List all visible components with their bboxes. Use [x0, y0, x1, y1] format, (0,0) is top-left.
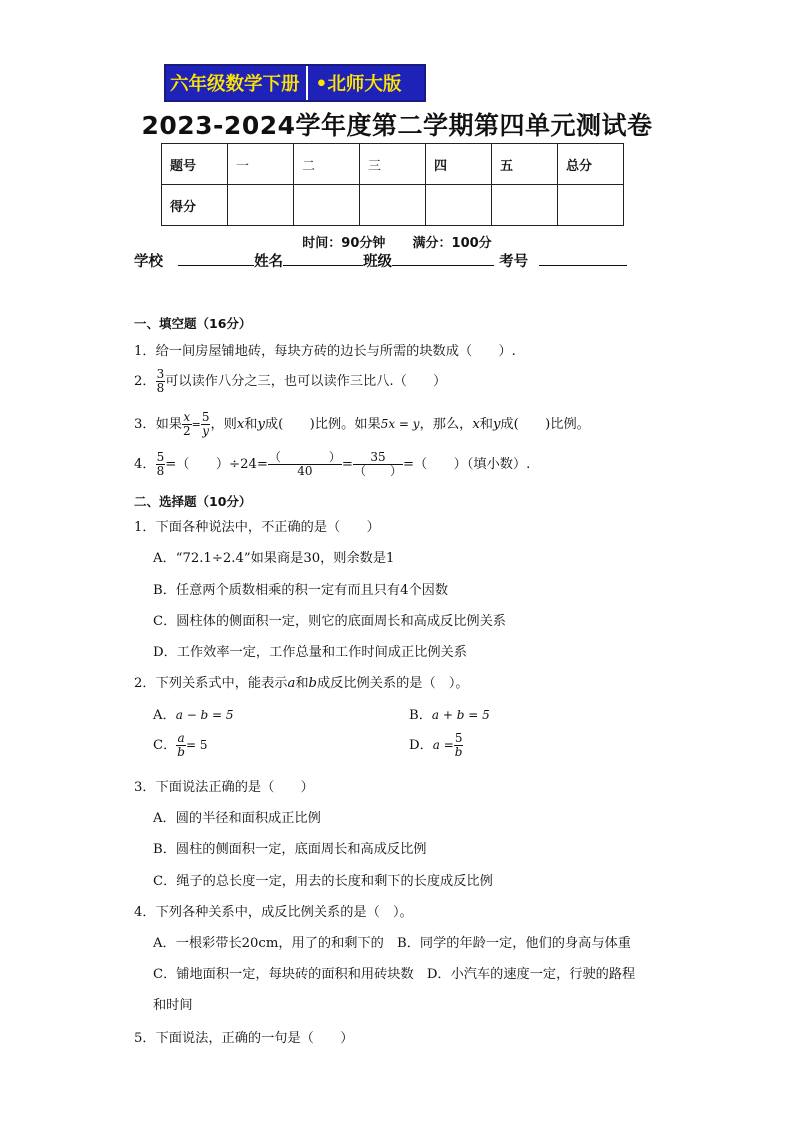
score-cell: 四 — [426, 144, 492, 185]
variable: a — [287, 676, 296, 691]
variable: x — [472, 417, 480, 432]
score-cell: 一 — [228, 144, 294, 185]
expression: a = — [432, 738, 454, 752]
fraction-denominator: 2 — [182, 424, 191, 438]
name-field[interactable] — [283, 251, 363, 266]
score-input-cell[interactable] — [294, 185, 360, 226]
fraction — [454, 732, 464, 759]
expression: 5x = y — [380, 417, 420, 431]
score-cell: 三 — [360, 144, 426, 185]
fraction — [182, 411, 192, 438]
score-row-label: 得分 — [162, 185, 228, 226]
question-text: 5．下面说法，正确的一句是（ ） — [134, 1031, 354, 1046]
fraction-denominator: 8 — [156, 381, 165, 395]
fraction-denominator: b — [454, 745, 463, 759]
score-cell: 题号 — [162, 144, 228, 185]
option-text: 和时间 — [153, 998, 193, 1013]
edition-badge — [164, 64, 426, 102]
question-text: 4．下列各种关系中，成反比例关系的是（ ）。 — [134, 905, 413, 920]
fraction-numerator: 5 — [156, 450, 165, 464]
question-body: 成反比例关系的是（ ）。 — [316, 676, 469, 691]
fraction-numerator: （ ） — [268, 450, 341, 464]
question-text — [134, 368, 446, 395]
name-label: 姓名 — [254, 254, 284, 270]
question-text: 3．下面说法正确的是（ ） — [134, 780, 314, 795]
class-label: 班级 — [363, 254, 393, 270]
fraction — [156, 368, 166, 395]
score-input-cell[interactable] — [558, 185, 624, 226]
question-text — [134, 672, 469, 691]
fraction-denominator: y — [202, 424, 210, 438]
question-number: 2． — [134, 374, 156, 389]
fraction-numerator: 35 — [353, 451, 403, 465]
option-text: C．圆柱体的侧面积一定，则它的底面周长和高成反比例关系 — [153, 614, 506, 629]
number-field[interactable] — [539, 251, 627, 266]
variable: b — [308, 676, 317, 691]
option-text: B．任意两个质数相乘的积一定有而且只有4个因数 — [153, 583, 449, 598]
option-text — [409, 732, 463, 759]
class-field[interactable] — [392, 251, 494, 266]
option-label: C． — [153, 738, 177, 753]
question-text: 1．给一间房屋铺地砖，每块方砖的边长与所需的块数成（ ）. — [134, 344, 516, 359]
score-table-score-row — [162, 185, 624, 226]
section-heading: 一、填空题（16分） — [134, 316, 252, 331]
exam-time-line — [0, 232, 794, 251]
question-body: ，则 — [210, 417, 237, 432]
score-cell: 五 — [492, 144, 558, 185]
question-body: 3．如果 — [134, 417, 182, 432]
publisher-label: •北师大版 — [315, 74, 402, 95]
option-label: A． — [153, 708, 176, 723]
time-limit: 时间：90分钟 — [302, 236, 386, 251]
variable: x — [236, 417, 245, 432]
fraction — [353, 451, 403, 478]
question-text — [134, 411, 590, 438]
question-text: 1．下面各种说法中，不正确的是（ ） — [134, 520, 380, 535]
fraction-numerator: 5 — [201, 410, 210, 424]
score-input-cell[interactable] — [492, 185, 558, 226]
question-number: 4． — [134, 457, 156, 472]
fraction — [176, 732, 186, 759]
option-text — [409, 704, 490, 723]
fraction-denominator: 40 — [297, 464, 313, 478]
expression: = 5 — [185, 738, 208, 752]
question-body: 成( )比例。如果 — [264, 417, 381, 432]
variable: y — [257, 417, 265, 432]
badge-divider — [306, 66, 308, 100]
variable: y — [492, 417, 501, 432]
expression: a − b = 5 — [175, 708, 234, 722]
number-label: 考号 — [499, 254, 529, 270]
option-label: B． — [409, 708, 432, 723]
option-text: A．一根彩带长20cm，用了的和剩下的 B．同学的年龄一定，他们的身高与体重 — [153, 936, 631, 951]
option-text: C．绳子的总长度一定，用去的长度和剩下的长度成反比例 — [153, 874, 493, 889]
fraction — [268, 451, 342, 478]
fraction-numerator: x — [183, 410, 191, 424]
question-body: 和 — [295, 676, 309, 691]
option-text — [153, 704, 234, 723]
question-body: 和 — [479, 417, 493, 432]
option-text: D．工作效率一定，工作总量和工作时间成正比例关系 — [153, 645, 467, 660]
fraction-denominator: （ ） — [353, 464, 402, 478]
school-field[interactable] — [178, 251, 254, 266]
equals-sign: = — [341, 457, 353, 472]
option-text: A．圆的半径和面积成正比例 — [153, 811, 321, 826]
score-table-header-row — [162, 144, 624, 185]
fraction-denominator: b — [177, 745, 185, 759]
question-body: ，那么， — [419, 417, 473, 432]
option-text: A．“72.1÷2.4”如果商是30，则余数是1 — [153, 551, 395, 566]
question-body: 和 — [244, 417, 258, 432]
question-body: 可以读作八分之三，也可以读作三比八.（ ） — [165, 374, 447, 389]
full-score: 满分：100分 — [412, 236, 492, 251]
question-body: =（ ）÷24= — [165, 457, 268, 472]
question-text — [134, 451, 530, 478]
option-text: C．铺地面积一定，每块砖的面积和用砖块数 D．小汽车的速度一定，行驶的路程 — [153, 967, 636, 982]
grade-label: 六年级数学下册 — [170, 74, 300, 95]
question-body: =（ ）（填小数）. — [403, 457, 531, 472]
score-cell: 总分 — [558, 144, 624, 185]
question-body: 成( )比例。 — [500, 417, 590, 432]
expression: a + b = 5 — [431, 708, 490, 722]
fraction-numerator: 3 — [156, 367, 165, 381]
exam-title: 2023-2024学年度第二学期第四单元测试卷 — [141, 111, 653, 140]
score-input-cell[interactable] — [228, 185, 294, 226]
option-text: B．圆柱的侧面积一定，底面周长和高成反比例 — [153, 842, 427, 857]
option-label: D． — [409, 738, 433, 753]
school-label: 学校 — [134, 254, 163, 270]
equals-sign: = — [191, 418, 201, 431]
student-info-line — [134, 250, 627, 271]
question-body: 2．下列关系式中，能表示 — [134, 676, 288, 691]
fraction-numerator: a — [177, 731, 185, 745]
score-input-cell[interactable] — [426, 185, 492, 226]
fraction — [201, 411, 211, 438]
score-table — [161, 143, 624, 226]
fraction-numerator: 5 — [454, 731, 463, 745]
score-cell: 二 — [294, 144, 360, 185]
section-heading: 二、选择题（10分） — [134, 494, 252, 509]
score-input-cell[interactable] — [360, 185, 426, 226]
option-text — [153, 732, 207, 759]
fraction-denominator: 8 — [156, 464, 165, 478]
fraction — [156, 451, 166, 478]
